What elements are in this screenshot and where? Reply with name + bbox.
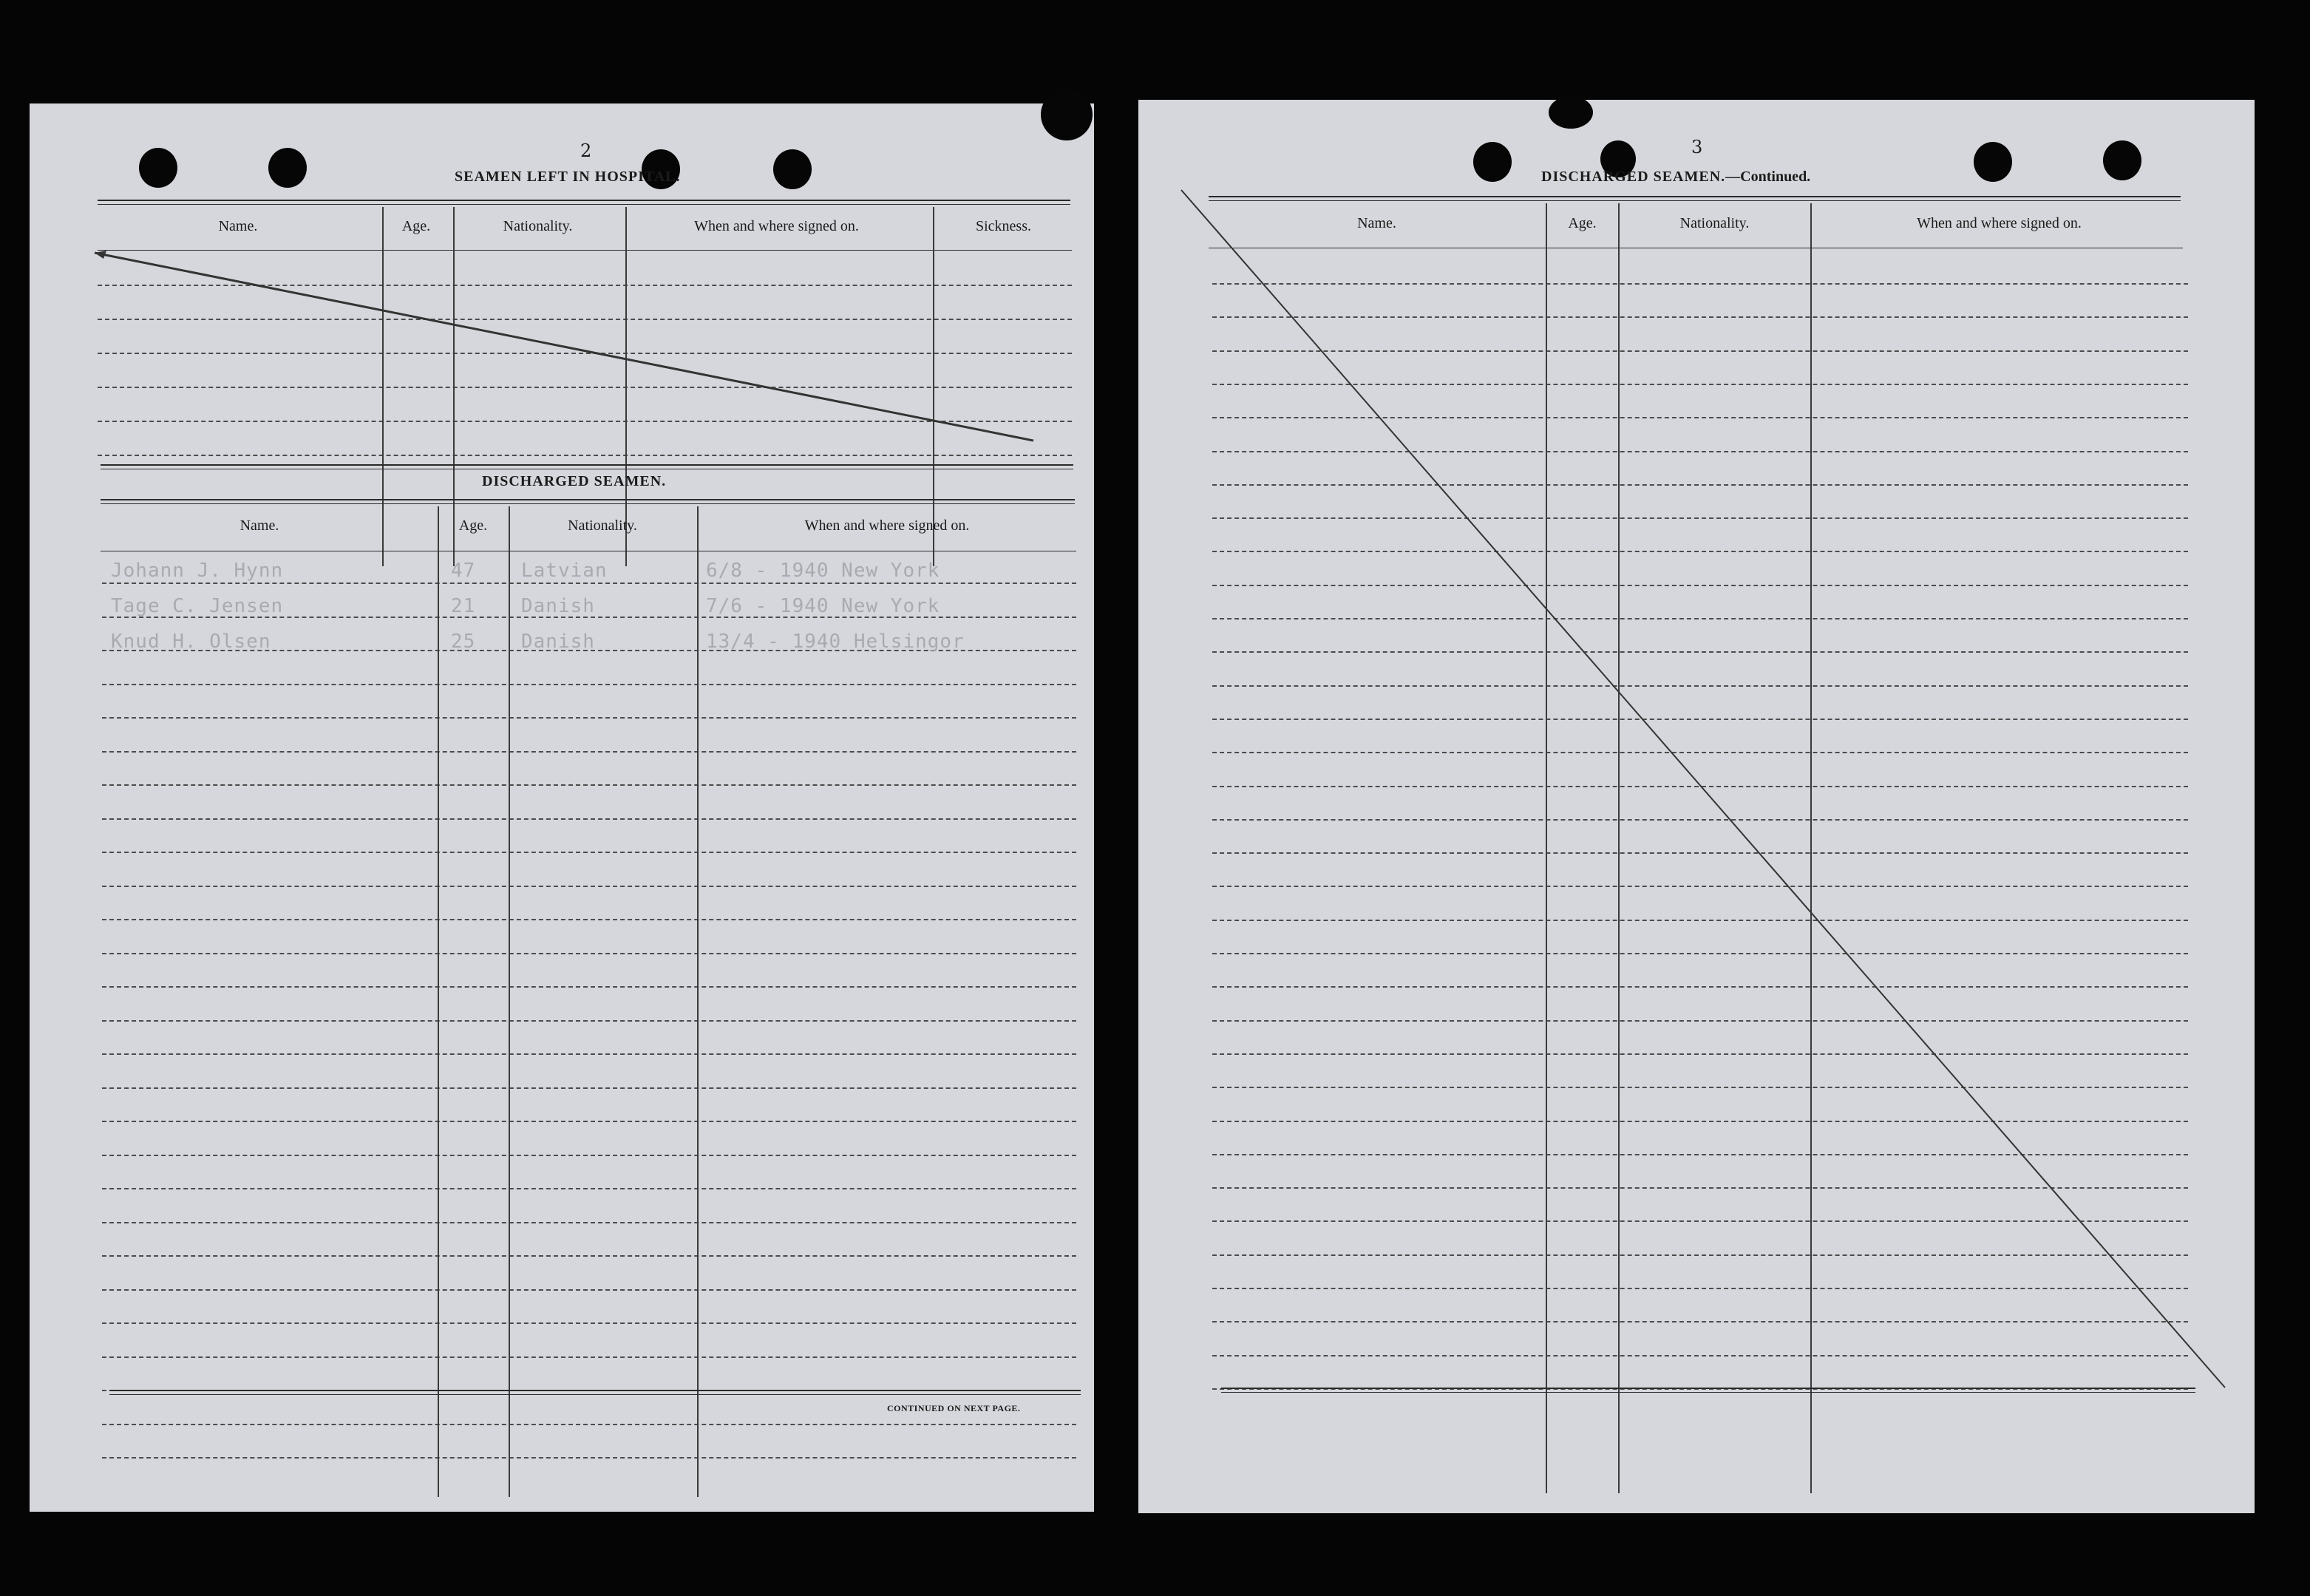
discharged-col-signed-on: When and where signed on.: [804, 517, 970, 534]
hospital-cancel-stroke: [30, 103, 1094, 1512]
entry-signed-on: 7/6 - 1940 New York: [706, 595, 940, 617]
page-number: 3: [1691, 137, 1703, 157]
col-age: Age.: [1568, 215, 1597, 231]
col-nationality: Nationality.: [1679, 215, 1750, 231]
entry-name: Tage C. Jensen: [111, 595, 284, 617]
entry-nationality: Danish: [521, 631, 595, 653]
title-suffix: —Continued.: [1725, 169, 1811, 185]
discharged-section-title: DISCHARGED SEAMEN.: [482, 473, 667, 489]
col-signed-on: When and where signed on.: [1917, 215, 2082, 231]
entry-nationality: Danish: [521, 595, 595, 617]
entry-name: Knud H. Olsen: [111, 631, 271, 653]
discharged-col-nationality: Nationality.: [568, 517, 637, 534]
entry-age: 21: [451, 595, 476, 617]
page-number: 2: [580, 140, 592, 161]
entry-signed-on: 13/4 - 1940 Helsingor: [706, 631, 965, 653]
hospital-col-sickness: Sickness.: [976, 218, 1031, 234]
hospital-col-age: Age.: [401, 218, 431, 234]
entry-name: Johann J. Hynn: [111, 560, 284, 582]
col-name: Name.: [1357, 215, 1396, 231]
entry-signed-on: 6/8 - 1940 New York: [706, 560, 940, 582]
hospital-col-name: Name.: [218, 218, 258, 234]
entry-age: 25: [451, 631, 476, 653]
entry-nationality: Latvian: [521, 560, 608, 582]
page-cancel-stroke: [1138, 100, 2255, 1513]
discharged-col-name: Name.: [240, 517, 279, 534]
left-page: [30, 103, 1094, 1512]
continued-footer: CONTINUED ON NEXT PAGE.: [887, 1403, 1021, 1413]
right-page: [1138, 100, 2255, 1513]
hospital-col-nationality: Nationality.: [503, 218, 573, 234]
hospital-section-title: SEAMEN LEFT IN HOSPITAL.: [455, 169, 681, 185]
entry-age: 47: [451, 560, 476, 582]
hospital-col-signed-on: When and where signed on.: [694, 218, 859, 234]
title-text: DISCHARGED SEAMEN.: [1541, 169, 1726, 185]
discharged-col-age: Age.: [458, 517, 488, 534]
